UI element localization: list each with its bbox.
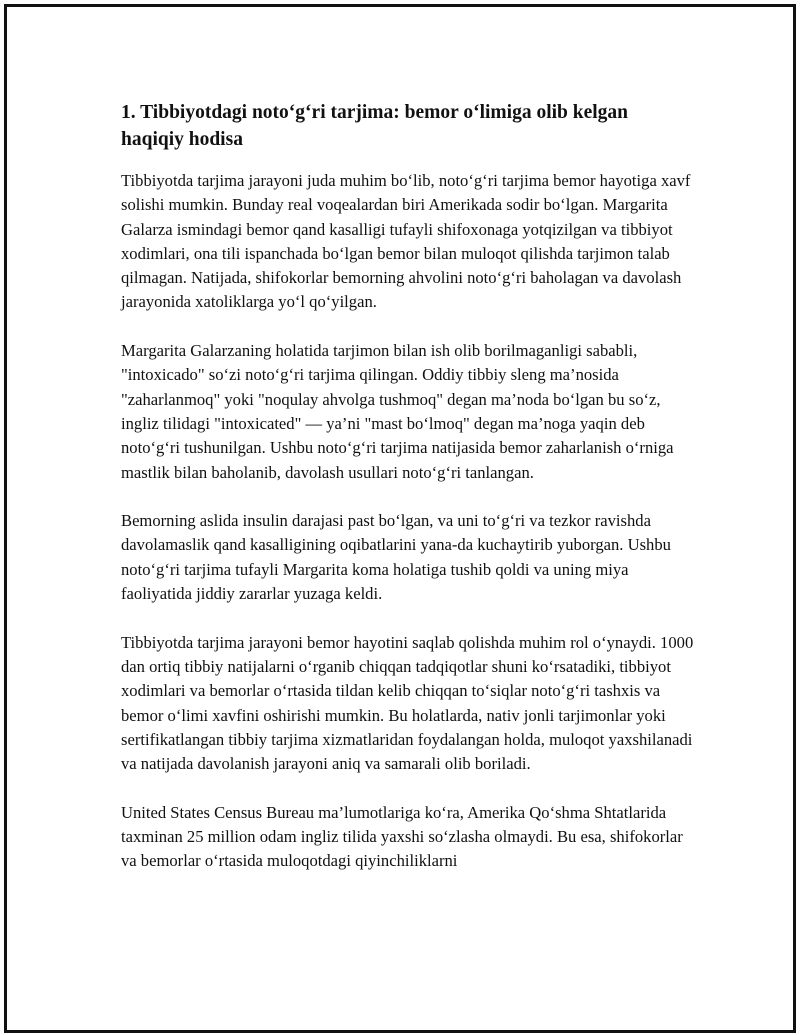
paragraph-1: Tibbiyotda tarjima jarayoni juda muhim bo‘lib, noto‘g‘ri tarjima bemor hayotiga xavf solishi mumkin. Bunday real voqealardan biri Amerikada sodir bo‘lgan. Margarita Galarza ismindagi bemor qand kasalligi tufayli shifoxonaga yotqizilgan va tibbiyot xodimlari, ona tili ispanchada bo‘lgan bemor bilan muloqot qilishda tarjimon talab qilmagan. Natijada, shifokorlar bemorning ahvolini noto‘g‘ri baholagan va davolash jarayonida xatoliklarga yo‘l qo‘yilgan. — [121, 171, 691, 312]
paragraph-3: Bemorning aslida insulin darajasi past bo‘lgan, va uni to‘g‘ri va tezkor ravishda davolamaslik qand kasalligining oqibatlarini yana-da kuchaytirib yuborgan. Ushbu noto‘g‘ri tarjima tufayli Margarita koma holatiga tushib qoldi va uning miya faoliyatida jiddiy zararlar yuzaga keldi. — [121, 511, 671, 604]
paragraph-5: United States Census Bureau ma’lumotlariga ko‘ra, Amerika Qo‘shma Shtatlarida taxminan 25 million odam ingliz tilida yaxshi so‘zlasha olmaydi. Bu esa, shifokorlar va bemorlar o‘rtasida muloqotdagi qiyinchiliklarni — [121, 802, 683, 871]
page-frame — [4, 4, 796, 1033]
article-title: 1. Tibbiyotdagi noto‘g‘ri tarjima: bemor o‘limiga olib kelgan haqiqiy hodisa — [121, 102, 629, 150]
article-body — [121, 99, 695, 898]
paragraph-2: Margarita Galarzaning holatida tarjimon bilan ish olib borilmaganligi sababli, "intoxicado" so‘zi noto‘g‘ri tarjima qilingan. Oddiy tibbiy sleng ma’nosida "zaharlanmoq" yoki "noqulay ahvolga tushmoq" degan ma’noda bo‘lgan bu so‘z, ingliz tilidagi "intoxicated" — ya’ni "mast bo‘lmoq" degan ma’noga yaqin deb noto‘g‘ri tushunilgan. Ushbu noto‘g‘ri tarjima natijasida bemor zaharlanish o‘rniga mastlik bilan baholanib, davolash usullari noto‘g‘ri tanlangan. — [121, 341, 674, 482]
paragraph-4: Tibbiyotda tarjima jarayoni bemor hayotini saqlab qolishda muhim rol o‘ynaydi. 1000 dan ortiq tibbiy natijalarni o‘rganib chiqqan tadqiqotlar shuni ko‘rsatadiki, tibbiyot xodimlari va bemorlar o‘rtasida tildan kelib chiqqan to‘siqlar noto‘g‘ri tashxis va bemor o‘limi xavfini oshirishi mumkin. Bu holatlarda, nativ jonli tarjimonlar yoki sertifikatlangan tibbiy tarjima xizmatlaridan foydalangan holda, muloqot yaxshilanadi va natijada davolanish jarayoni aniq va samarali olib boriladi. — [121, 632, 694, 774]
